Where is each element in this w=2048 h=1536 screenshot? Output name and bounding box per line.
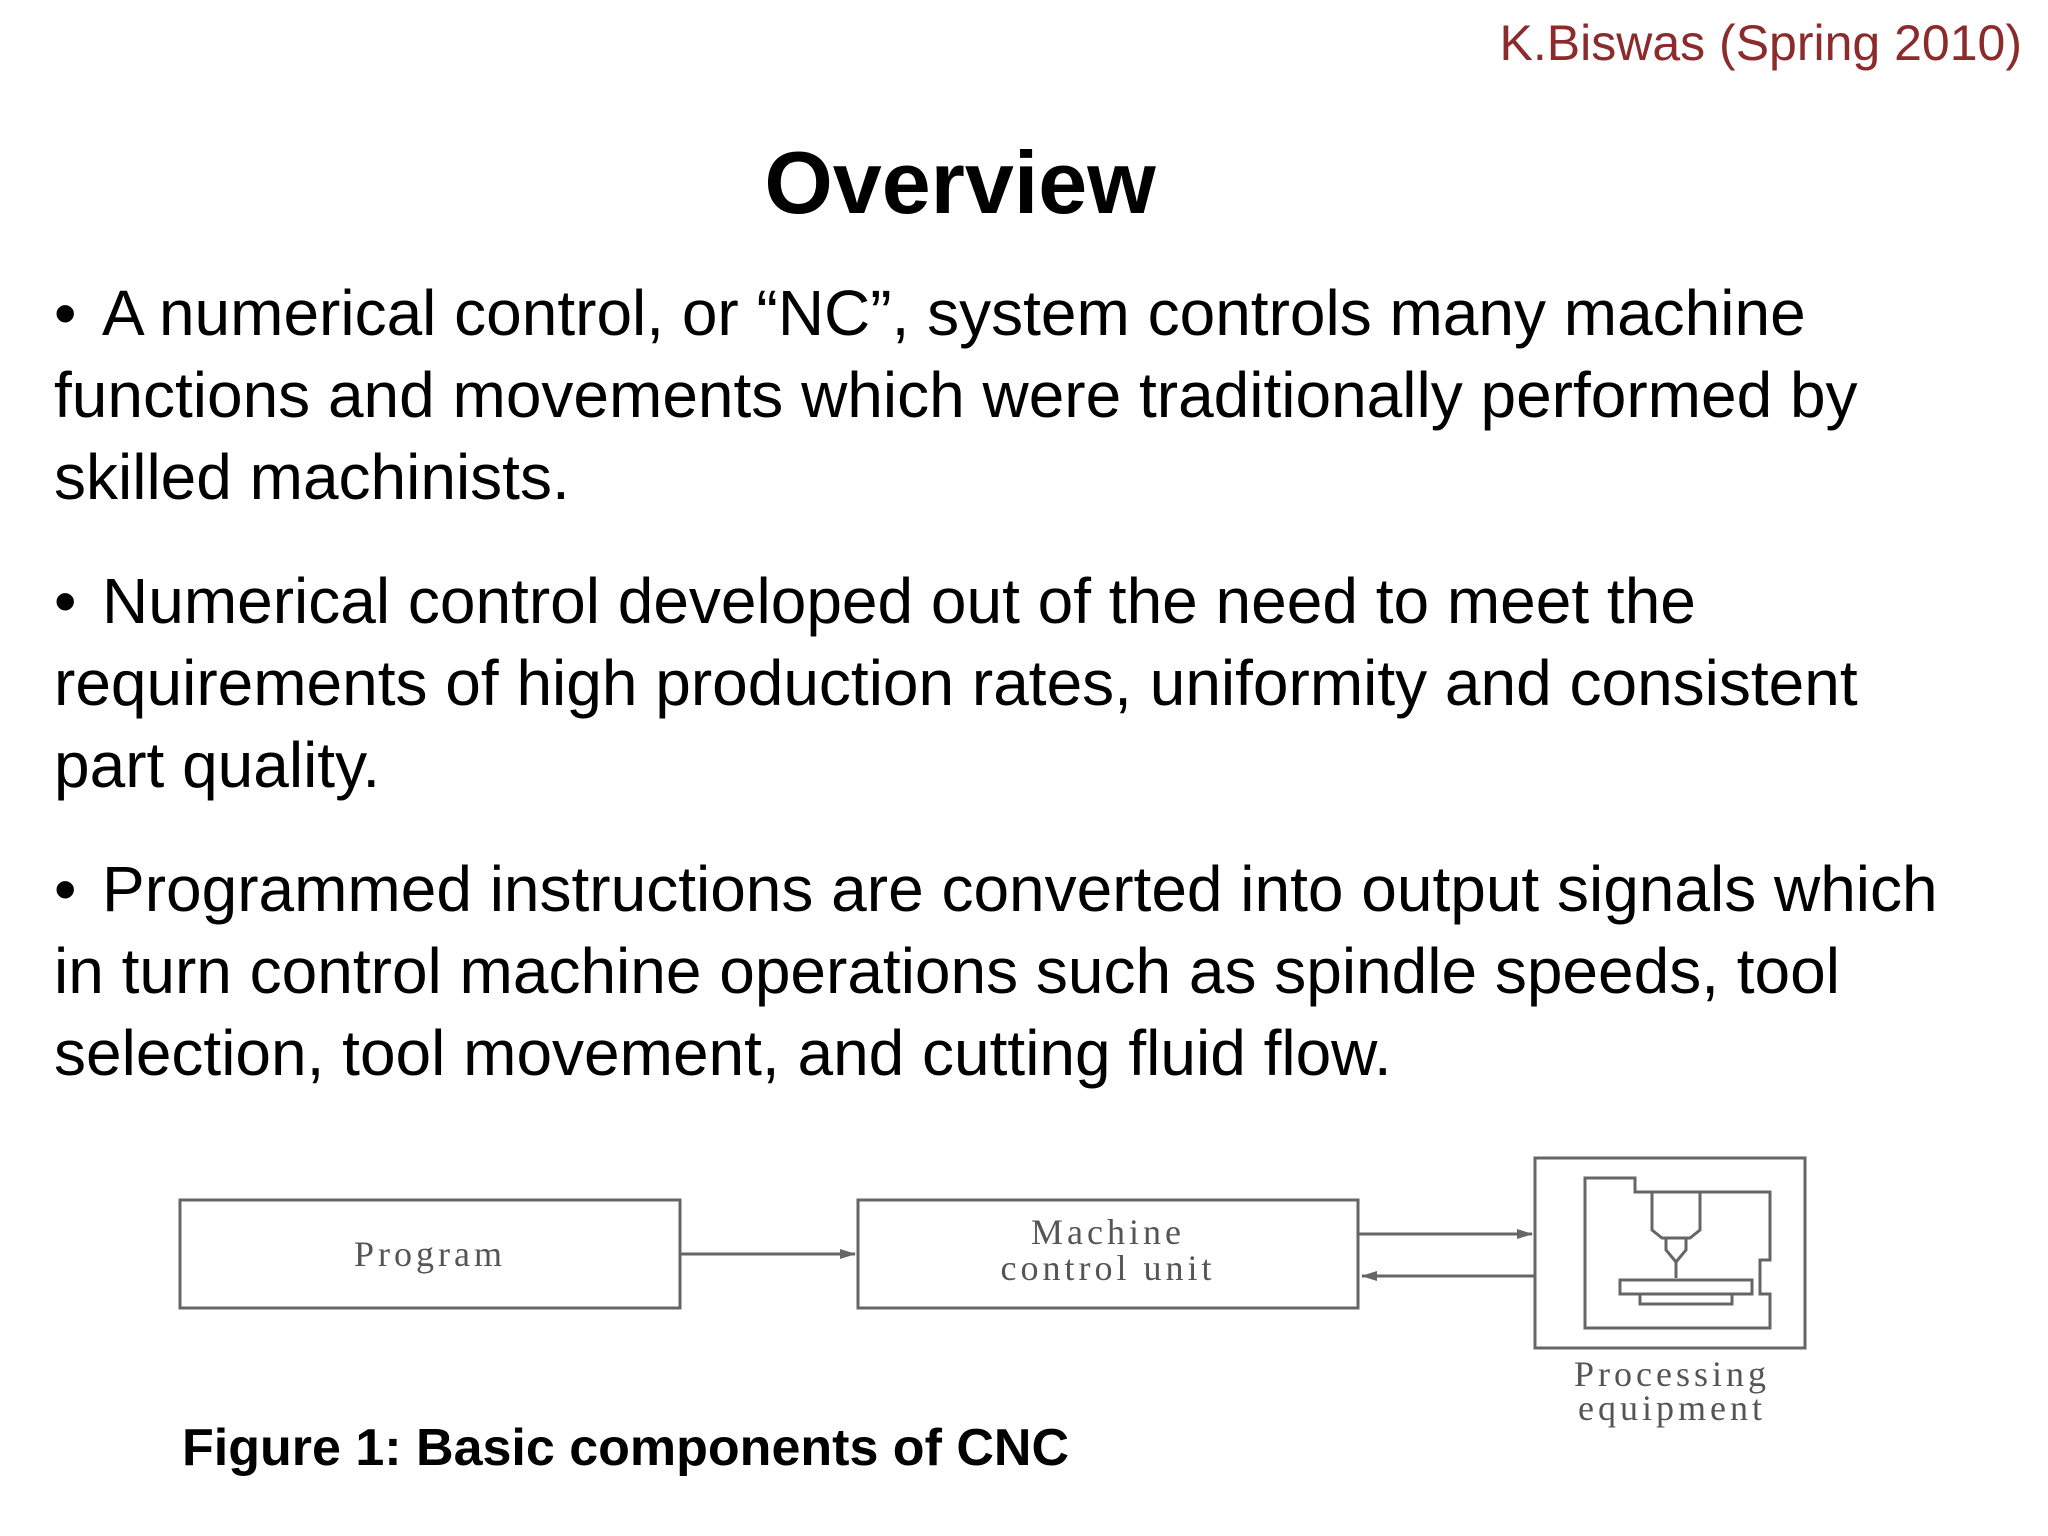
bullet-text: Numerical control developed out of the need to meet the requirements of high production rates, uniformity and consistent part quality.: [54, 565, 1858, 801]
cnc-diagram: [170, 1150, 1840, 1450]
mcu-label-line2: control unit: [1000, 1248, 1216, 1288]
author-credit: K.Biswas (Spring 2010): [1499, 15, 2022, 71]
bullet-item: [54, 848, 1954, 1094]
bullet-marker: •: [54, 277, 77, 349]
processing-equipment-icon: [1535, 1158, 1805, 1348]
bullet-text: Programmed instructions are converted into output signals which in turn control machine operations such as spindle speeds, tool selection, tool movement, and cutting fluid flow.: [54, 853, 1938, 1089]
equipment-label-line1: Processing: [1574, 1354, 1770, 1394]
bullet-text: A numerical control, or “NC”, system controls many machine functions and movements which were traditionally performed by skilled machinists.: [54, 277, 1858, 513]
bullet-item: [54, 560, 1954, 806]
equipment-label-line2: equipment: [1578, 1388, 1766, 1428]
bullet-marker: •: [54, 565, 77, 637]
bullet-list: [54, 272, 1954, 1136]
figure-caption: Figure 1: Basic components of CNC: [182, 1419, 1069, 1477]
program-label: Program: [354, 1234, 506, 1274]
bullet-item: [54, 272, 1954, 518]
mcu-label-line1: Machine: [1031, 1212, 1185, 1252]
bullet-marker: •: [54, 853, 77, 925]
slide-title: Overview: [764, 133, 1156, 232]
